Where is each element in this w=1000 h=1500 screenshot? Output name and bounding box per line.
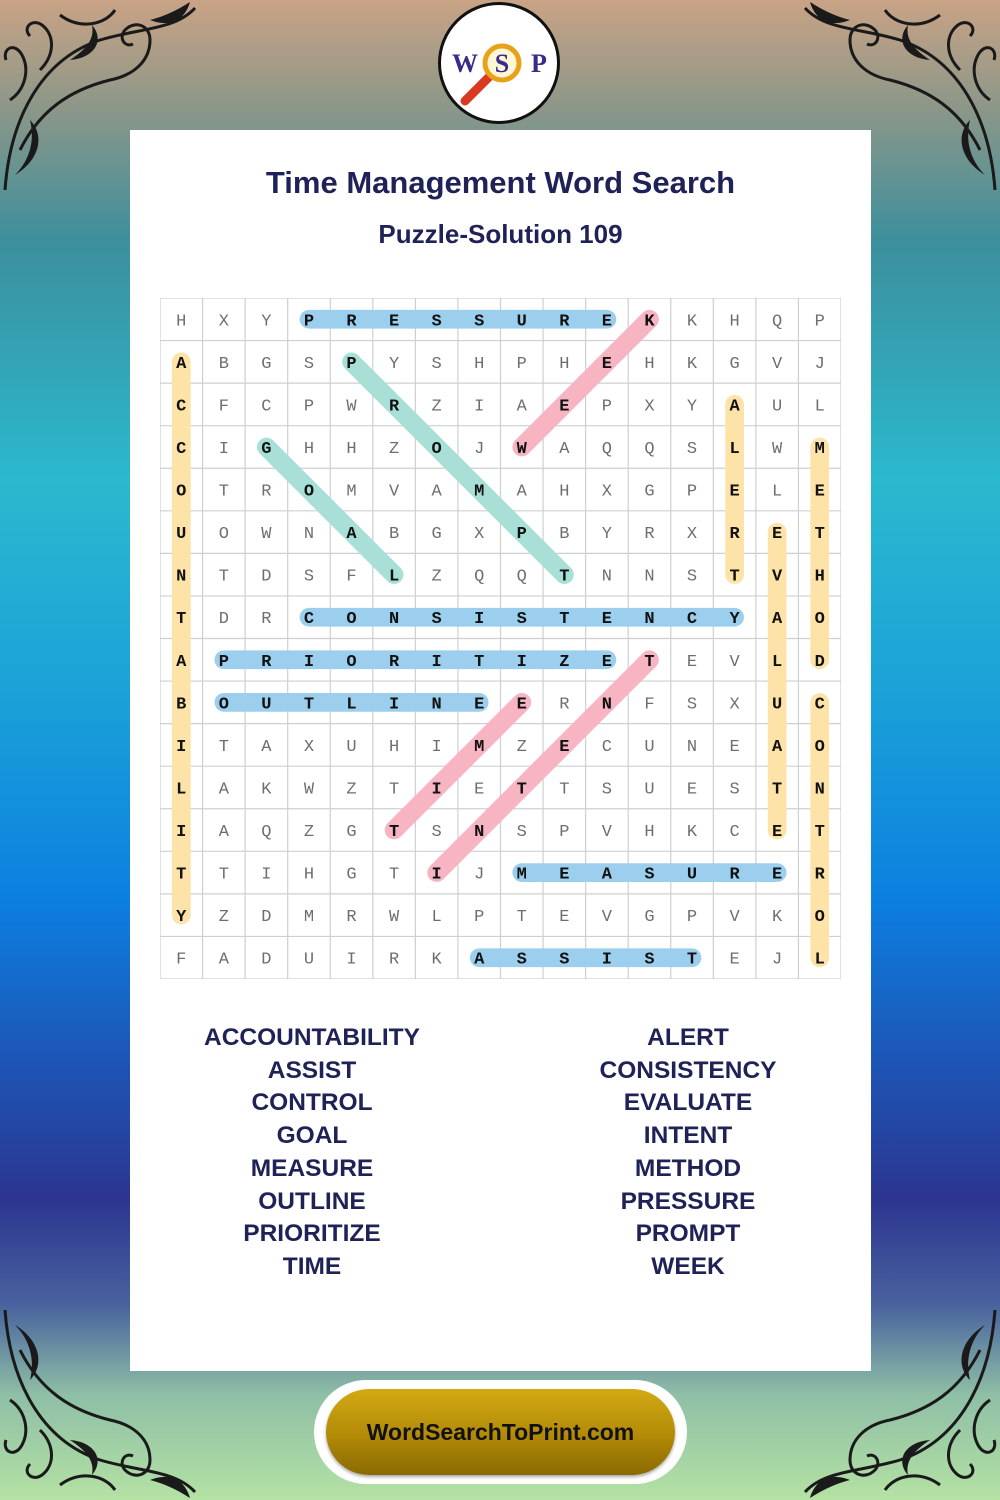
grid-letter[interactable]: H [303, 865, 315, 885]
grid-letter[interactable]: N [686, 737, 698, 757]
grid-letter[interactable]: H [644, 354, 655, 374]
grid-letter[interactable]: K [261, 780, 272, 800]
grid-letter[interactable]: T [218, 482, 229, 502]
grid-letter-found[interactable]: L [346, 695, 357, 715]
grid-letter-found[interactable]: T [474, 652, 485, 672]
grid-letter[interactable]: X [729, 695, 740, 715]
grid-letter-found[interactable]: S [644, 950, 655, 970]
grid-letter-found[interactable]: H [814, 567, 825, 587]
grid-letter-found[interactable]: O [814, 737, 825, 757]
grid-letter-found[interactable]: U [772, 695, 783, 715]
grid-letter-found[interactable]: R [388, 652, 400, 672]
grid-letter[interactable]: F [346, 567, 357, 587]
grid-letter[interactable]: W [303, 780, 315, 800]
grid-letter-found[interactable]: M [814, 439, 825, 459]
grid-letter[interactable]: S [431, 354, 442, 374]
grid-letter-found[interactable]: R [388, 397, 400, 417]
grid-letter-found[interactable]: L [176, 780, 187, 800]
grid-letter[interactable]: C [601, 737, 613, 757]
grid-letter-found[interactable]: E [814, 482, 825, 502]
grid-letter[interactable]: U [346, 737, 357, 757]
grid-letter-found[interactable]: S [516, 610, 527, 630]
grid-letter[interactable]: X [474, 525, 485, 545]
grid-letter[interactable]: D [261, 567, 272, 587]
grid-letter-found[interactable]: E [772, 823, 783, 843]
grid-letter-found[interactable]: P [218, 652, 229, 672]
grid-letter[interactable]: N [644, 567, 655, 587]
grid-letter[interactable]: S [303, 567, 315, 587]
grid-letter-found[interactable]: P [516, 525, 527, 545]
grid-letter[interactable]: J [814, 354, 825, 374]
grid-letter-found[interactable]: E [772, 525, 783, 545]
grid-letter-found[interactable]: R [261, 652, 272, 672]
word-list-right [528, 1022, 848, 1284]
grid-letter-found[interactable]: S [431, 610, 442, 630]
grid-letter[interactable]: Z [303, 823, 315, 843]
grid-letter-found[interactable]: N [601, 695, 613, 715]
grid-letter-found[interactable]: T [303, 695, 315, 715]
grid-letter[interactable]: D [261, 908, 272, 928]
grid-letter[interactable]: A [218, 823, 229, 843]
grid-letter-found[interactable]: W [516, 439, 527, 459]
grid-letter[interactable]: H [729, 312, 740, 332]
grid-letter-found[interactable]: P [303, 312, 315, 332]
grid-letter[interactable]: X [218, 312, 229, 332]
grid-letter[interactable]: T [516, 908, 527, 928]
grid-letter-found[interactable]: E [601, 312, 613, 332]
grid-letter[interactable]: I [346, 950, 357, 970]
grid-letter-found[interactable]: M [516, 865, 527, 885]
grid-letter-found[interactable]: E [559, 737, 570, 757]
grid-letter-found[interactable]: U [261, 695, 272, 715]
grid-letter[interactable]: T [218, 737, 229, 757]
grid-letter[interactable]: L [431, 908, 442, 928]
grid-letter-found[interactable]: I [431, 865, 442, 885]
grid-letter[interactable]: Y [686, 397, 698, 417]
grid-letter[interactable]: J [474, 439, 485, 459]
grid-letter-found[interactable]: E [559, 397, 570, 417]
grid-letter[interactable]: H [176, 312, 187, 332]
grid-letter-found[interactable]: E [729, 482, 740, 502]
word-list-item: CONTROL [251, 1089, 373, 1117]
grid-letter-found[interactable]: K [644, 312, 655, 332]
grid-letter-found[interactable]: A [729, 397, 740, 417]
grid-letter[interactable]: X [601, 482, 613, 502]
grid-letter[interactable]: U [644, 780, 655, 800]
grid-letter[interactable]: T [218, 567, 229, 587]
grid-letter-found[interactable]: O [218, 695, 229, 715]
word-list-item: PRESSURE [620, 1187, 756, 1215]
grid-letter[interactable]: T [218, 865, 229, 885]
grid-letter-found[interactable]: A [601, 865, 613, 885]
grid-letter[interactable]: K [686, 354, 698, 374]
grid-letter[interactable]: F [644, 695, 655, 715]
grid-letter[interactable]: Z [346, 780, 357, 800]
grid-letter-found[interactable]: O [303, 482, 315, 502]
word-list-item: MEASURE [250, 1154, 374, 1182]
grid-letter[interactable]: W [388, 908, 400, 928]
grid-letter[interactable]: J [772, 950, 783, 970]
grid-letter[interactable]: P [516, 354, 527, 374]
grid-letter[interactable]: E [729, 737, 740, 757]
grid-letter[interactable]: Q [261, 823, 272, 843]
grid-letter[interactable]: S [516, 823, 527, 843]
grid-letter-found[interactable]: E [388, 312, 400, 332]
grid-letter-found[interactable]: T [814, 823, 825, 843]
grid-letter[interactable]: E [559, 908, 570, 928]
grid-letter-found[interactable]: E [601, 354, 613, 374]
grid-letter[interactable]: Q [772, 312, 783, 332]
grid-letter-found[interactable]: I [303, 652, 315, 672]
grid-letter-found[interactable]: R [814, 865, 825, 885]
grid-letter[interactable]: H [559, 482, 570, 502]
grid-letter[interactable]: V [388, 482, 400, 502]
grid-letter[interactable]: I [431, 737, 442, 757]
grid-letter[interactable]: W [261, 525, 272, 545]
grid-letter[interactable]: R [346, 908, 357, 928]
grid-letter-found[interactable]: T [729, 567, 740, 587]
grid-letter[interactable]: L [772, 482, 783, 502]
grid-letter-found[interactable]: A [772, 610, 783, 630]
logo-letter-p: P [531, 49, 547, 78]
grid-letter[interactable]: P [559, 823, 570, 843]
grid-letter-found[interactable]: R [346, 312, 357, 332]
grid-letter-found[interactable]: E [601, 652, 613, 672]
grid-letter[interactable]: G [644, 482, 655, 502]
grid-letter[interactable]: S [303, 354, 315, 374]
grid-letter-found[interactable]: T [176, 865, 187, 885]
word-list-item: ALERT [647, 1024, 729, 1051]
grid-letter[interactable]: B [559, 525, 570, 545]
grid-letter-found[interactable]: G [261, 439, 272, 459]
grid-letter-found[interactable]: A [474, 950, 485, 970]
grid-letter[interactable]: W [346, 397, 357, 417]
grid-letter[interactable]: G [729, 354, 740, 374]
grid-letter[interactable]: A [516, 482, 527, 502]
grid-letter[interactable]: A [559, 439, 570, 459]
grid-letter[interactable]: H [474, 354, 485, 374]
grid-letter-found[interactable]: C [303, 610, 315, 630]
grid-letter-found[interactable]: A [176, 354, 187, 374]
word-list-item: TIME [282, 1252, 342, 1280]
grid-letter[interactable]: I [474, 397, 485, 417]
word-list-item: METHOD [634, 1154, 742, 1182]
word-search-grid[interactable] [160, 298, 841, 979]
grid-letter[interactable]: V [601, 823, 613, 843]
grid-letter-found[interactable]: R [559, 312, 570, 332]
grid-letter-found[interactable]: N [474, 823, 485, 843]
grid-letter[interactable]: R [559, 695, 570, 715]
grid-letter[interactable]: Y [601, 525, 613, 545]
grid-letter-found[interactable]: M [474, 482, 485, 502]
grid-letter[interactable]: X [303, 737, 315, 757]
grid-letter[interactable]: K [686, 312, 698, 332]
grid-letter[interactable]: K [686, 823, 698, 843]
grid-letter-found[interactable]: L [388, 567, 400, 587]
grid-letter[interactable]: P [474, 908, 485, 928]
grid-letter[interactable]: A [516, 397, 527, 417]
site-link-button[interactable]: WordSearchToPrint.com [326, 1389, 675, 1475]
grid-letter[interactable]: E [729, 950, 740, 970]
grid-letter[interactable]: G [346, 823, 357, 843]
grid-letter-found[interactable]: U [686, 865, 698, 885]
grid-letter[interactable]: H [303, 439, 315, 459]
grid-letter[interactable]: A [218, 780, 229, 800]
grid-letter[interactable]: S [431, 823, 442, 843]
grid-letter[interactable]: P [303, 397, 315, 417]
grid-letter-found[interactable]: S [431, 312, 442, 332]
grid-letter[interactable]: Q [644, 439, 655, 459]
grid-letter[interactable]: G [644, 908, 655, 928]
grid-letter-found[interactable]: C [176, 397, 187, 417]
grid-letter[interactable]: Q [601, 439, 613, 459]
grid-letter[interactable]: Z [431, 397, 442, 417]
grid-letter[interactable]: M [303, 908, 315, 928]
grid-letter[interactable]: H [346, 439, 357, 459]
grid-letter[interactable]: D [218, 610, 229, 630]
grid-letter[interactable]: T [559, 780, 570, 800]
grid-letter[interactable]: U [303, 950, 315, 970]
grid-letter-found[interactable]: A [346, 525, 357, 545]
grid-letter-found[interactable]: T [644, 652, 655, 672]
grid-letter-found[interactable]: U [176, 525, 187, 545]
grid-letter[interactable]: M [346, 482, 357, 502]
grid-letter-found[interactable]: O [814, 908, 825, 928]
grid-letter[interactable]: R [388, 950, 400, 970]
grid-letter-found[interactable]: N [814, 780, 825, 800]
grid-letter[interactable]: E [686, 780, 698, 800]
grid-letter[interactable]: V [729, 908, 740, 928]
grid-letter-found[interactable]: O [814, 610, 825, 630]
grid-letter[interactable]: R [261, 610, 272, 630]
word-list-left [152, 1022, 472, 1284]
grid-letter-found[interactable]: C [176, 439, 187, 459]
grid-letter[interactable]: R [261, 482, 272, 502]
grid-letter-found[interactable]: I [431, 652, 442, 672]
grid-letter[interactable]: T [388, 865, 400, 885]
word-list-item: CONSISTENCY [599, 1056, 777, 1084]
grid-letter[interactable]: S [686, 567, 698, 587]
grid-letter-found[interactable]: N [388, 610, 400, 630]
grid-letter-found[interactable]: Z [559, 652, 570, 672]
grid-letter-found[interactable]: C [686, 610, 698, 630]
grid-letter[interactable]: Q [474, 567, 485, 587]
grid-letter[interactable]: H [388, 737, 400, 757]
grid-letter-found[interactable]: E [474, 695, 485, 715]
grid-letter-found[interactable]: T [814, 525, 825, 545]
grid-letter[interactable]: G [431, 525, 442, 545]
grid-letter-found[interactable]: O [176, 482, 187, 502]
grid-letter-found[interactable]: L [729, 439, 740, 459]
grid-letter[interactable]: S [729, 780, 740, 800]
word-list-item: WEEK [651, 1252, 725, 1280]
grid-letter[interactable]: T [388, 780, 400, 800]
grid-letter-found[interactable]: T [176, 610, 187, 630]
page-title: Time Management Word Search [265, 165, 736, 200]
grid-letter[interactable]: G [261, 354, 272, 374]
grid-letter[interactable]: Y [388, 354, 400, 374]
word-list-item: ASSIST [267, 1056, 357, 1084]
grid-letter-found[interactable]: O [346, 652, 357, 672]
grid-letter[interactable]: J [474, 865, 485, 885]
grid-letter[interactable]: K [431, 950, 442, 970]
grid-letter-found[interactable]: M [474, 737, 485, 757]
grid-letter-found[interactable]: I [431, 780, 442, 800]
grid-letter[interactable]: R [644, 525, 655, 545]
grid-letter-found[interactable]: I [601, 950, 613, 970]
grid-letter-found[interactable]: I [474, 610, 485, 630]
grid-letter-found[interactable]: L [814, 950, 825, 970]
grid-letter[interactable]: G [346, 865, 357, 885]
grid-letter-found[interactable]: T [772, 780, 783, 800]
grid-letter-found[interactable]: V [772, 567, 783, 587]
puzzle-card [130, 130, 871, 1371]
grid-letter[interactable]: V [729, 652, 740, 672]
grid-letter[interactable]: S [686, 695, 698, 715]
word-list-item: PRIORITIZE [243, 1220, 381, 1248]
grid-letter[interactable]: B [218, 354, 229, 374]
grid-letter[interactable]: L [814, 397, 825, 417]
grid-letter-found[interactable]: L [772, 652, 783, 672]
magnifier-icon [441, 5, 557, 121]
grid-letter[interactable]: S [686, 439, 698, 459]
grid-letter[interactable]: A [431, 482, 442, 502]
grid-letter[interactable]: X [686, 525, 698, 545]
grid-letter[interactable]: I [218, 439, 229, 459]
grid-letter[interactable]: C [729, 823, 740, 843]
grid-letter-found[interactable]: S [644, 865, 655, 885]
grid-letter-found[interactable]: P [346, 354, 357, 374]
grid-letter-found[interactable]: A [176, 652, 187, 672]
grid-letter-found[interactable]: C [814, 695, 825, 715]
grid-letter-found[interactable]: U [516, 312, 527, 332]
grid-letter-found[interactable]: O [346, 610, 357, 630]
grid-letter-found[interactable]: I [176, 737, 187, 757]
grid-letter-found[interactable]: N [644, 610, 655, 630]
grid-letter[interactable]: F [176, 950, 187, 970]
word-list-item: OUTLINE [258, 1187, 366, 1215]
grid-letter[interactable]: E [686, 652, 698, 672]
grid-letter[interactable]: Z [516, 737, 527, 757]
grid-letter[interactable]: Z [431, 567, 442, 587]
grid-letter[interactable]: W [772, 439, 783, 459]
grid-letter[interactable]: U [772, 397, 783, 417]
grid-letter-found[interactable]: A [772, 737, 783, 757]
grid-letter[interactable]: K [772, 908, 783, 928]
grid-letter[interactable]: F [218, 397, 229, 417]
grid-letter-found[interactable]: I [176, 823, 187, 843]
word-list-item: GOAL [276, 1122, 348, 1150]
grid-letter-found[interactable]: E [559, 865, 570, 885]
grid-letter-found[interactable]: D [814, 652, 825, 672]
grid-letter[interactable]: X [644, 397, 655, 417]
grid-letter[interactable]: N [601, 567, 613, 587]
grid-letter[interactable]: P [686, 482, 698, 502]
grid-letter[interactable]: S [601, 780, 613, 800]
word-list-item: INTENT [643, 1122, 733, 1150]
grid-letter-found[interactable]: T [686, 950, 698, 970]
grid-letter-found[interactable]: O [431, 439, 442, 459]
grid-letter-found[interactable]: T [516, 780, 527, 800]
grid-letter[interactable]: P [814, 312, 825, 332]
grid-letter[interactable]: O [218, 525, 229, 545]
grid-letter-found[interactable]: I [388, 695, 400, 715]
grid-letter[interactable]: E [474, 780, 485, 800]
logo-letter-w: W [452, 49, 478, 78]
grid-letter-found[interactable]: T [559, 610, 570, 630]
grid-letter-found[interactable]: Y [176, 908, 187, 928]
grid-letter[interactable]: B [388, 525, 400, 545]
grid-letter-found[interactable]: T [388, 823, 400, 843]
grid-letter[interactable]: A [218, 950, 229, 970]
grid-letter-found[interactable]: E [772, 865, 783, 885]
grid-letter-found[interactable]: N [431, 695, 442, 715]
grid-letter[interactable]: P [686, 908, 698, 928]
grid-letter-found[interactable]: E [601, 610, 613, 630]
word-list-item: EVALUATE [623, 1089, 753, 1117]
grid-letter-found[interactable]: E [516, 695, 527, 715]
word-list-item: PROMPT [635, 1220, 741, 1248]
grid-letter[interactable]: Z [388, 439, 400, 459]
grid-letter[interactable]: U [644, 737, 655, 757]
logo-letter-s: S [494, 49, 510, 78]
grid-letter-found[interactable]: R [729, 525, 740, 545]
grid-letter-found[interactable]: S [516, 950, 527, 970]
grid-letter[interactable]: V [772, 354, 783, 374]
grid-letter-found[interactable]: B [176, 695, 187, 715]
grid-letter-found[interactable]: S [474, 312, 485, 332]
grid-letter-found[interactable]: Y [729, 610, 740, 630]
grid-letter-found[interactable]: N [176, 567, 187, 587]
grid-letter-found[interactable]: S [559, 950, 570, 970]
grid-letter[interactable]: D [261, 950, 272, 970]
word-list-item: ACCOUNTABILITY [204, 1024, 420, 1051]
grid-letter[interactable]: Z [218, 908, 229, 928]
grid-letter[interactable]: I [261, 865, 272, 885]
grid-letter-found[interactable]: I [516, 652, 527, 672]
grid-letter[interactable]: H [644, 823, 655, 843]
wsp-logo[interactable] [438, 2, 560, 124]
page-subtitle: Puzzle-Solution 109 [378, 219, 623, 249]
grid-letter[interactable]: H [559, 354, 570, 374]
grid-letter-found[interactable]: T [559, 567, 570, 587]
grid-letter[interactable]: Y [261, 312, 272, 332]
grid-letter[interactable]: A [261, 737, 272, 757]
grid-letter[interactable]: C [261, 397, 272, 417]
grid-letter[interactable]: P [601, 397, 613, 417]
grid-letter[interactable]: N [303, 525, 315, 545]
grid-letter[interactable]: Q [516, 567, 527, 587]
grid-letter[interactable]: V [601, 908, 613, 928]
grid-letter-found[interactable]: R [729, 865, 740, 885]
